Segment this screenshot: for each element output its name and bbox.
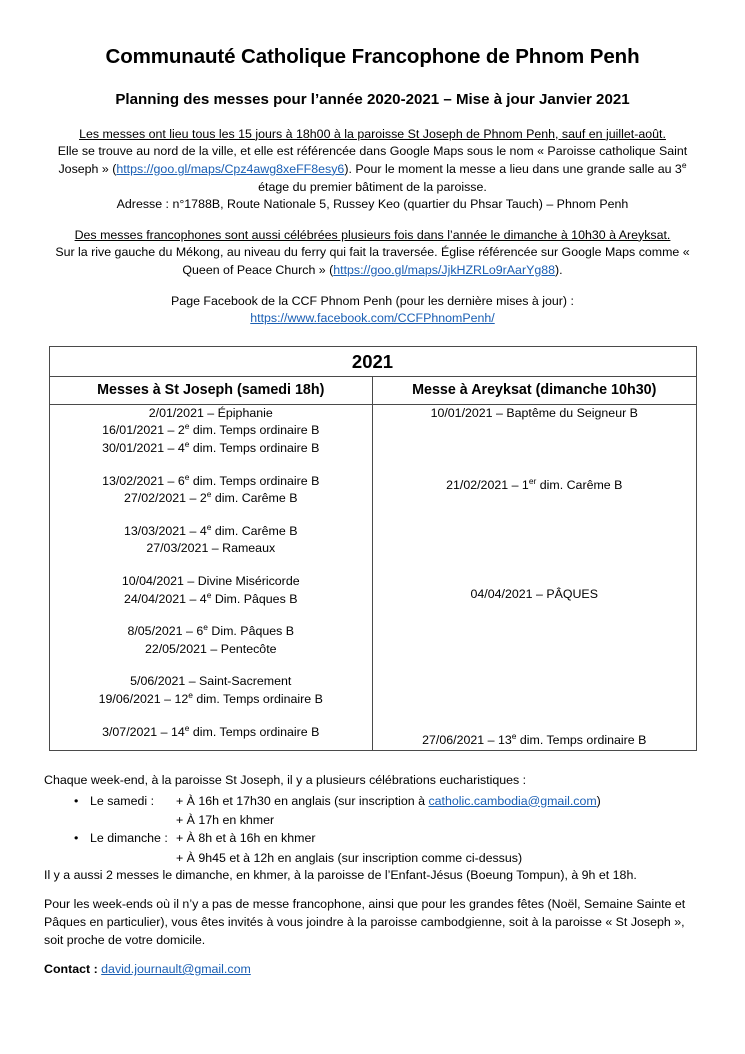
mass-ordinal: 13	[497, 733, 512, 748]
mass-entry	[50, 523, 373, 541]
mass-ordinal: 1	[521, 478, 529, 493]
list-item-row	[90, 792, 701, 830]
mass-month-group	[373, 477, 696, 495]
mass-ordinal-suffix: er	[528, 476, 537, 487]
areyksat-lead-line: Des messes francophones sont aussi célébrées plusieurs fois dans l’année le dimanche à 10h30 à Areyksat.	[74, 227, 671, 242]
mass-ordinal-suffix: e	[184, 421, 190, 432]
mass-label: dim. Temps ordinaire B	[189, 440, 320, 455]
mass-entry	[50, 641, 373, 659]
enfant-jesus-note: Il y a aussi 2 messes le dimanche, en khmer, à la paroisse de l’Enfant-Jésus (Boeung Tompun), à 9h et 18h.	[44, 868, 637, 883]
spacer-line	[373, 550, 696, 568]
mass-entry	[50, 591, 373, 609]
section-spacer-1	[44, 214, 701, 227]
facebook-link-line	[44, 310, 701, 328]
mass-ordinal-suffix: e	[184, 438, 190, 449]
mass-entry	[373, 477, 696, 495]
bullet-icon: •	[74, 831, 79, 846]
mass-month-group	[50, 573, 373, 608]
intro-location-paragraph	[44, 143, 701, 196]
mass-ordinal-suffix: e	[184, 722, 190, 733]
time-text: + À 9h45 et à 12h en anglais (sur inscription comme ci-dessus)	[176, 850, 523, 865]
table-year-cell: 2021	[49, 346, 696, 376]
spacer-line	[373, 677, 696, 695]
mass-date: 27/06/2021 –	[422, 733, 498, 748]
mass-month-group	[373, 732, 696, 750]
mass-entry	[373, 586, 696, 604]
spacer-line	[373, 495, 696, 513]
time-lines	[176, 829, 701, 867]
section-spacer-2	[44, 280, 701, 293]
stjoseph-mass-list	[49, 404, 373, 750]
mass-entry	[50, 490, 373, 508]
mass-ordinal: 12	[174, 692, 189, 707]
contact-email-link[interactable]: david.journault@gmail.com	[101, 962, 251, 977]
mass-entry	[50, 540, 373, 558]
intro-section	[44, 109, 701, 214]
mass-date: 27/03/2021 –	[146, 541, 223, 556]
time-line	[176, 792, 701, 810]
mass-schedule-table	[49, 346, 697, 751]
schedule-table-wrapper	[44, 328, 701, 751]
mass-ordinal: 4	[177, 440, 185, 455]
spacer-line	[373, 695, 696, 713]
mass-entry	[50, 673, 373, 691]
mass-entry	[50, 473, 373, 491]
mass-ordinal-suffix: e	[206, 589, 212, 600]
mass-entry	[50, 623, 373, 641]
mass-month-group	[50, 405, 373, 458]
intro-location-text-b: ). Pour le moment la messe a lieu dans une grande salle au 3	[344, 161, 682, 176]
time-text: + À 16h et 17h30 en anglais (sur inscription à	[176, 793, 429, 808]
spacer-line	[373, 459, 696, 477]
areyksat-text-a: Sur la rive gauche du Mékong, au niveau du ferry qui fait la traversée. Église référencée sur Google Maps comme « Queen of Peace Church » (	[55, 245, 690, 277]
mass-date: 13/02/2021 –	[102, 473, 178, 488]
facebook-label: Page Facebook de la CCF Phnom Penh (pour les dernière mises à jour) :	[171, 293, 574, 308]
column-header-stjoseph: Messes à St Joseph (samedi 18h)	[49, 376, 373, 404]
table-year-row	[49, 346, 696, 376]
mass-label: Divine Miséricorde	[197, 574, 300, 589]
mass-label: Épiphanie	[217, 405, 273, 420]
weekend-schedule-list	[44, 792, 701, 867]
spacer-line	[373, 422, 696, 440]
mass-entry	[50, 573, 373, 591]
mass-label: dim. Temps ordinaire B	[189, 724, 320, 739]
mass-month-group	[50, 724, 373, 742]
spacer-line	[373, 441, 696, 459]
mass-label: dim. Temps ordinaire B	[189, 423, 320, 438]
mass-date: 22/05/2021 –	[144, 641, 221, 656]
mass-entry	[50, 440, 373, 458]
mass-date: 27/02/2021 –	[124, 491, 200, 506]
mass-month-group	[373, 405, 696, 423]
areyksat-mass-list	[373, 404, 697, 750]
mass-label: dim. Temps ordinaire B	[192, 692, 323, 707]
spacer-line	[373, 714, 696, 732]
spacer-line	[373, 641, 696, 659]
mass-date: 3/07/2021 –	[102, 724, 171, 739]
weekend-intro-text: Chaque week-end, à la paroisse St Joseph, il y a plusieurs célébrations eucharistiques :	[44, 772, 527, 787]
mass-month-group	[373, 586, 696, 604]
bullet-icon: •	[74, 793, 79, 808]
mass-date: 24/04/2021 –	[124, 591, 200, 606]
registration-email-link[interactable]: catholic.cambodia@gmail.com	[428, 793, 597, 808]
footer-section	[44, 751, 701, 979]
mass-label: Baptême du Seigneur B	[506, 405, 638, 420]
mass-ordinal: 4	[199, 523, 207, 538]
facebook-page-link[interactable]: https://www.facebook.com/CCFPhnomPenh/	[250, 311, 495, 326]
mass-date: 13/03/2021 –	[124, 523, 200, 538]
page-title: Communauté Catholique Francophone de Phnom Penh	[105, 45, 640, 68]
intro-location-text-a: Elle se trouve au nord de la ville, et elle est référencée dans Google Maps sous le nom « Paroisse catholique Saint Joseph » (	[57, 144, 688, 176]
mass-ordinal: 2	[177, 423, 185, 438]
intro-lead-line: Les messes ont lieu tous les 15 jours à 18h00 à la paroisse St Joseph de Phnom Penh, sauf en juillet-août.	[79, 126, 666, 141]
areyksat-section	[44, 227, 701, 280]
spacer-line	[373, 531, 696, 549]
list-item-row	[90, 829, 701, 867]
list-item	[44, 829, 701, 867]
mass-label: dim. Carême B	[536, 478, 623, 493]
mass-label: Dim. Pâques B	[211, 591, 298, 606]
page-subtitle: Planning des messes pour l’année 2020-2021 – Mise à jour Janvier 2021	[115, 90, 630, 108]
mass-date: 04/04/2021 –	[470, 587, 547, 602]
time-lines	[176, 792, 701, 830]
mass-month-group	[50, 623, 373, 658]
mass-entry	[373, 732, 696, 750]
mass-date: 19/06/2021 –	[98, 692, 175, 707]
weekends-note: Pour les week-ends où il n’y a pas de messe francophone, ainsi que pour les grandes fêtes (Noël, Semaine Sainte et Pâques en particulier), vous êtes invités à vous joindre à la paroisse cambodgienne, soit à la paroisse « St Joseph », soit proche de votre domicile.	[44, 897, 686, 948]
mass-date: 10/04/2021 –	[121, 574, 198, 589]
mass-ordinal-suffix: e	[511, 730, 517, 741]
mass-ordinal-suffix: e	[188, 689, 193, 700]
mass-ordinal: 2	[199, 491, 207, 506]
spacer-line	[373, 604, 696, 622]
list-item	[44, 792, 701, 830]
intro-ordinal-sup: e	[681, 159, 687, 170]
mass-label: dim. Temps ordinaire B	[516, 733, 647, 748]
mass-label: PÂQUES	[546, 587, 598, 602]
mass-ordinal-suffix: e	[206, 521, 212, 532]
mass-date: 8/05/2021 –	[127, 624, 197, 639]
mass-date: 5/06/2021 –	[130, 674, 200, 689]
table-header-row	[49, 376, 696, 404]
intro-location-text-c: étage du premier bâtiment de la paroisse.	[258, 179, 487, 194]
table-body-row	[49, 404, 696, 750]
mass-label: dim. Temps ordinaire B	[189, 473, 320, 488]
mass-month-group	[50, 673, 373, 708]
mass-ordinal: 6	[177, 473, 185, 488]
mass-date: 2/01/2021 –	[148, 405, 218, 420]
day-label: Le samedi :	[90, 793, 155, 808]
day-label: Le dimanche :	[90, 831, 168, 846]
areyksat-location-paragraph	[44, 244, 701, 279]
mass-date: 30/01/2021 –	[102, 440, 178, 455]
facebook-section	[44, 293, 701, 328]
contact-label: Contact :	[44, 962, 98, 977]
mass-entry	[373, 405, 696, 423]
mass-label: dim. Carême B	[211, 491, 298, 506]
time-line	[176, 811, 701, 829]
mass-label: Saint-Sacrement	[199, 674, 292, 689]
mass-label: Rameaux	[222, 541, 276, 556]
mass-ordinal-suffix: e	[184, 471, 190, 482]
mass-ordinal-suffix: e	[206, 489, 212, 500]
spacer-line	[373, 659, 696, 677]
time-text: + À 8h et à 16h en khmer	[176, 831, 316, 846]
mass-label: Pentecôte	[220, 641, 277, 656]
mass-label: dim. Carême B	[211, 523, 298, 538]
spacer-line	[373, 513, 696, 531]
mass-entry	[50, 724, 373, 742]
column-header-areyksat: Messe à Areyksat (dimanche 10h30)	[373, 376, 697, 404]
spacer-line	[373, 622, 696, 640]
mass-ordinal: 14	[170, 724, 185, 739]
time-line	[176, 829, 701, 847]
spacer-line	[373, 568, 696, 586]
google-maps-areyksat-link[interactable]: https://goo.gl/maps/JjkHZRLo9rAarYg88	[333, 262, 556, 277]
mass-entry	[50, 422, 373, 440]
time-text-suffix: )	[596, 793, 601, 808]
contact-line	[44, 961, 701, 979]
mass-ordinal: 6	[196, 624, 204, 639]
mass-date: 10/01/2021 –	[430, 405, 507, 420]
mass-month-group	[50, 523, 373, 558]
mass-date: 21/02/2021 –	[446, 478, 522, 493]
mass-date: 16/01/2021 –	[102, 423, 178, 438]
time-line	[176, 849, 701, 867]
mass-month-group	[50, 473, 373, 508]
areyksat-text-b: ).	[555, 262, 563, 277]
mass-ordinal-suffix: e	[203, 622, 208, 633]
google-maps-stjoseph-link[interactable]: https://goo.gl/maps/Cpz4awg8xeFF8esy6	[116, 161, 345, 176]
mass-entry	[50, 691, 373, 709]
time-text: + À 17h en khmer	[176, 813, 275, 827]
mass-entry	[50, 405, 373, 423]
mass-ordinal: 4	[199, 591, 207, 606]
address-line: Adresse : n°1788B, Route Nationale 5, Russey Keo (quartier du Phsar Tauch) – Phnom Penh	[116, 197, 629, 212]
mass-label: Dim. Pâques B	[207, 624, 295, 639]
